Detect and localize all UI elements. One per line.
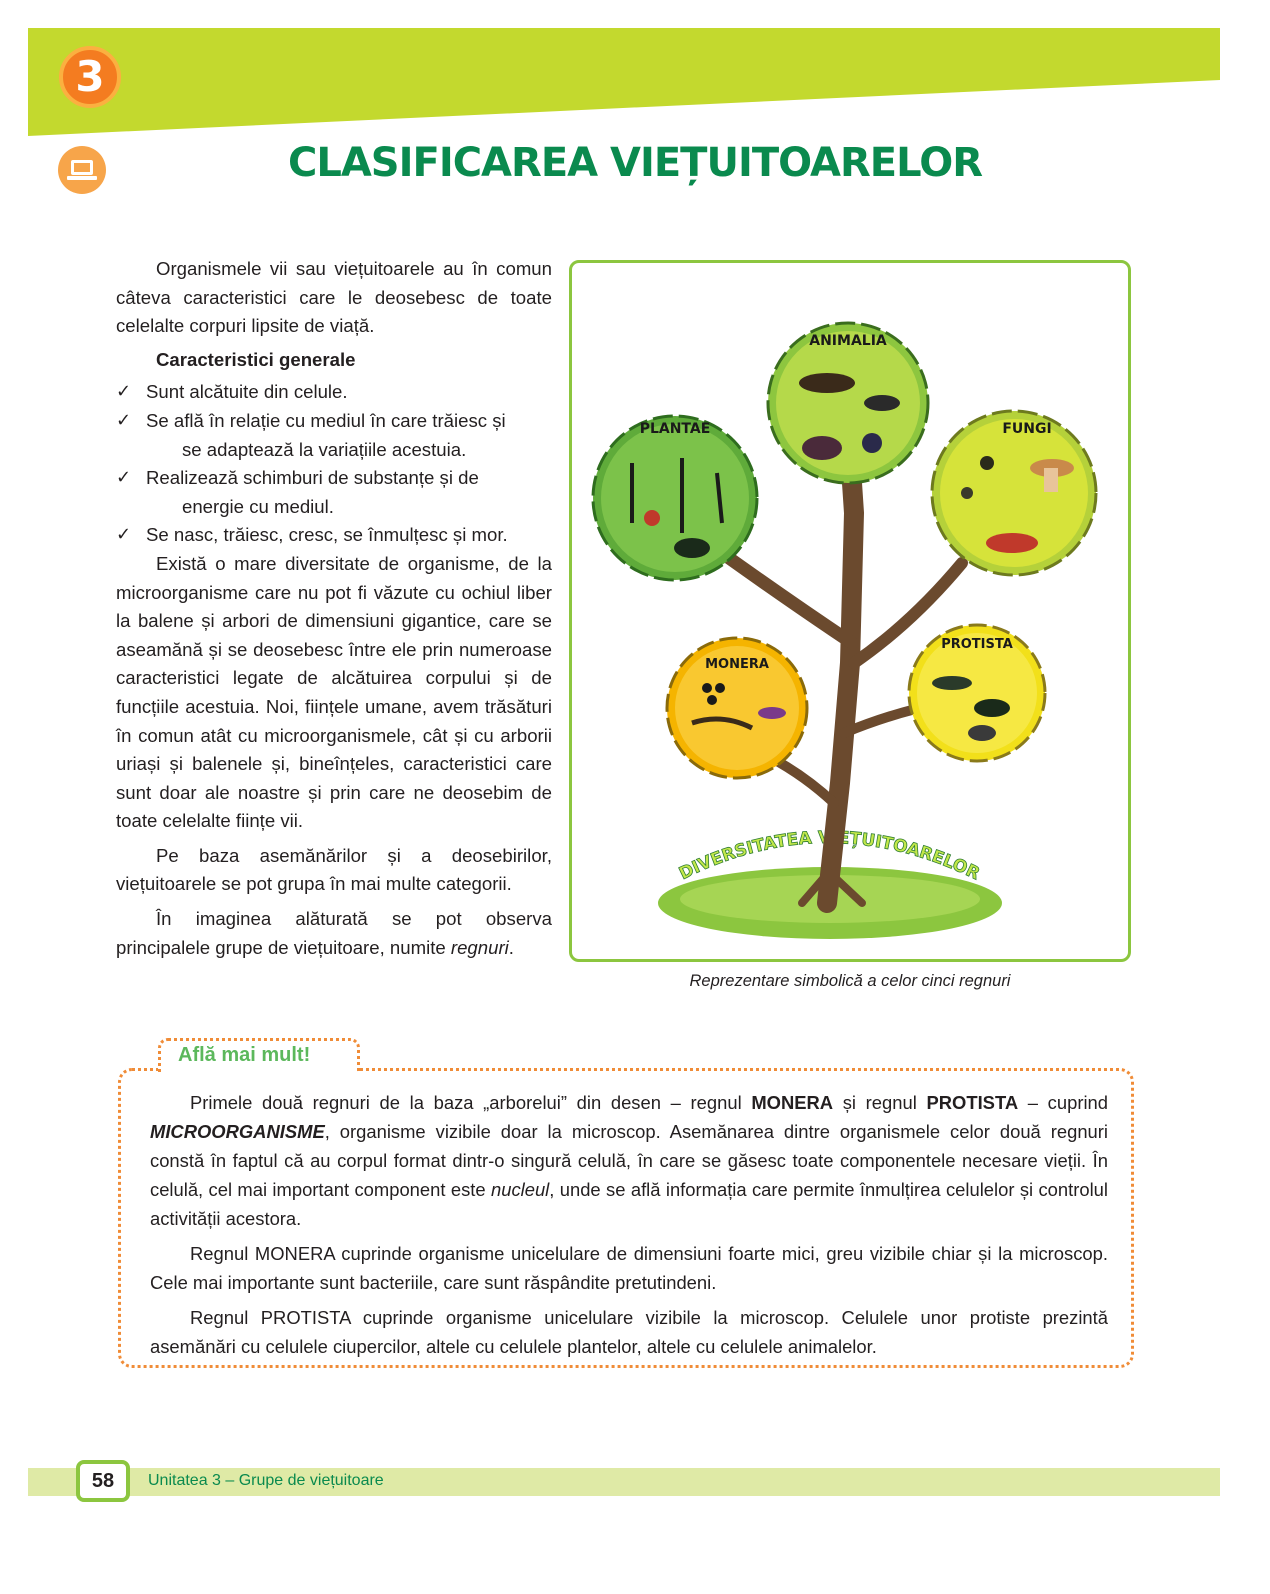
kingdom-label-fungi: FUNGI [1002,421,1052,437]
intro-text [116,255,552,962]
diversity-paragraph: Există o mare diversitate de organisme, de la microorganisme care nu pot fi văzute cu ochiul liber la balene și arbori de dimensiuni gigantice, care se aseamănă și se deosebesc între ele prin numeroase caracteristici legate de alcătuirea corpului și de funcțiile acestuia. Noi, ființele umane, avem trăsături în comun atât cu microorganismele, cât și cu arborii uriași și balenele și, bineînțeles, caracteristici care sunt doar ale noastre și prin care ne deosebim de toate celelalte ființe vii. [116,552,552,832]
page-number: 58 [76,1460,130,1502]
plantae-bubble [593,416,757,580]
info-paragraph: Regnul PROTISTA cuprinde organisme unicelulare vizibile la microscop. Celulele unor protiste prezintă asemănări cu celulele ciupercilor, altele cu celulele plantelor, altele cu celulele animalelor. [150,1307,1108,1357]
kingdoms-paragraph: În imaginea alăturată se pot observa principalele grupe de viețuitoare, numite regnuri. [116,908,552,958]
ground-label: DIVERSITATEA VIEȚUITOARELOR [676,827,983,885]
protista-bubble [909,625,1045,761]
fungi-bubble [932,411,1096,575]
kingdom-label-plantae: PLANTAE [639,421,711,437]
kingdom-label-protista: PROTISTA [941,637,1013,652]
page-title: CLASIFICAREA VIEȚUITOARELOR [288,140,982,186]
monera-bubble [667,638,807,778]
footer-unit-title: Unitatea 3 – Grupe de viețuitoare [148,1472,384,1489]
kingdom-label-monera: MONERA [705,657,769,672]
intro-paragraph: Organismele vii sau viețuitoarele au în comun câteva caracteristici care le deosebesc de toate celelalte corpuri lipsite de viață. [116,258,552,337]
info-paragraph: Regnul MONERA cuprinde organisme unicelulare de dimensiuni foarte mici, greu vizibile chiar și la microscop. Cele mai importante sunt bacteriile, care sunt răspândite pretutindeni. [150,1243,1108,1293]
list-item: ✓ Se nasc, trăiesc, cresc, se înmulțesc și mor. [116,521,552,550]
header-band [28,28,1220,136]
info-box-title: Află mai mult! [178,1044,311,1066]
animalia-bubble [768,323,928,483]
list-item: ✓ Realizează schimburi de substanțe și de energie cu mediul. [116,464,552,521]
list-item: ✓ Sunt alcătuite din celule. [116,378,552,407]
chapter-number-badge: 3 [59,46,121,108]
kingdoms-figure [569,260,1131,962]
kingdom-label-animalia: ANIMALIA [809,333,887,349]
kingdoms-term: regnuri [450,936,509,958]
info-box-text [150,1088,1108,1367]
kingdoms-tree-illustration [572,263,1128,959]
characteristics-list [116,378,552,550]
list-item: ✓ Se află în relație cu mediul în care trăiesc și se adaptează la variațiile acestuia. [116,407,552,464]
figure-caption: Reprezentare simbolică a celor cinci regnuri [689,972,1011,990]
grouping-paragraph: Pe baza asemănărilor și a deosebirilor, viețuitoarele se pot grupa în mai multe categorii. [116,844,552,895]
info-paragraph: Primele două regnuri de la baza „arborelui” din desen – regnul MONERA și regnul PROTISTA – cuprind MICROORGANISME, organisme vizibile doar la microscop. Asemănarea dintre organismele celor două regnuri constă în faptul că au corpul format dintr-o singură celulă, în care se găsesc toate componentele necesare vieții. În celulă, cel mai important component este nucleul, unde se află informația care permite înmulțirea celulelor și controlul activității acestora. [150,1092,1108,1229]
section-heading: Caracteristici generale [156,348,356,370]
